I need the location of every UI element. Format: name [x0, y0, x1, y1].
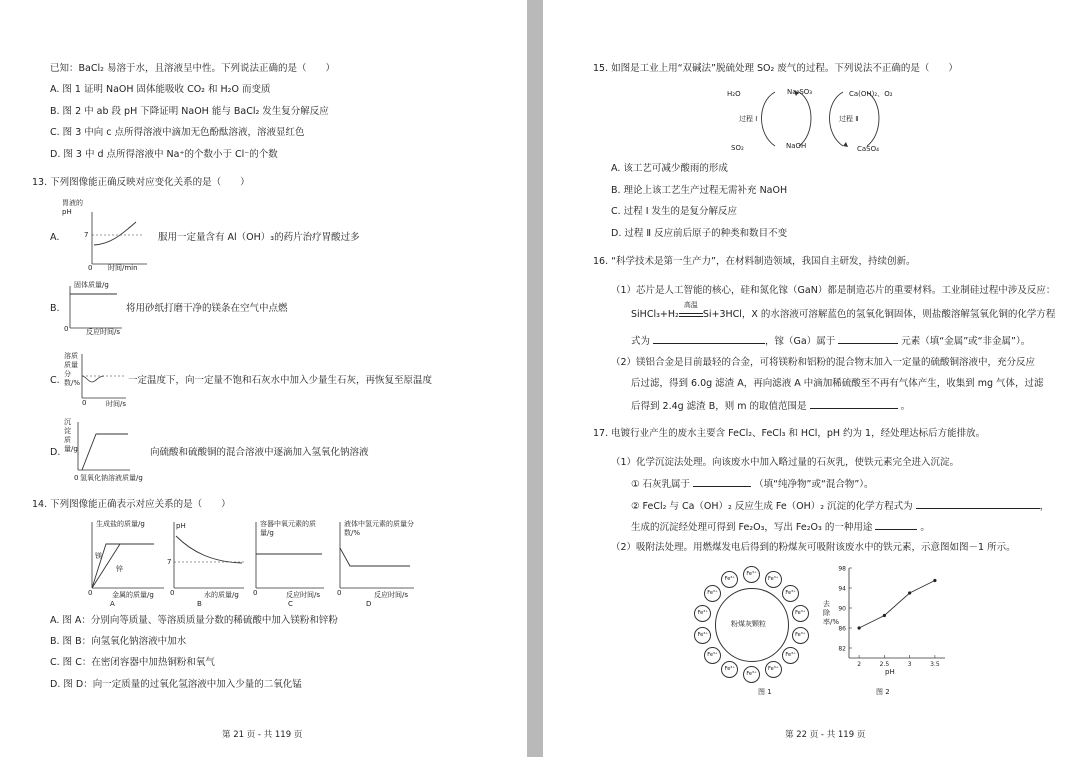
page-footer: 第 22 页 - 共 119 页	[785, 730, 866, 740]
q13-a-origin: 0	[88, 264, 93, 272]
q13-b-ylabel: 固体质量/g	[74, 281, 109, 289]
series-line	[859, 581, 935, 629]
q13-c-ylabel: 溶质质量分数/%	[64, 352, 81, 387]
fe3-ion: Fe³⁺	[782, 647, 799, 664]
q13-stem: 13. 下列图像能正确反映对应变化关系的是（ ）	[32, 177, 250, 188]
q16-eq-condition	[679, 301, 703, 317]
q16-element-blank[interactable]	[838, 334, 898, 344]
fig2-removal-rate-chart	[823, 562, 953, 682]
q13-c-origin: 0	[82, 399, 87, 407]
q14-b-tick: 7	[167, 558, 172, 566]
q16-line3-c: 元素（填“金属”或“非金属”）。	[901, 336, 1031, 347]
q17-p1: （1）化学沉淀法处理。向该废水中加入略过量的石灰乳，使铁元素完全进入沉淀。	[611, 457, 960, 468]
x-tick-label: 2.5	[879, 661, 890, 668]
page-footer: 第 21 页 - 共 119 页	[222, 730, 303, 740]
fe3-ion: Fe³⁺	[743, 666, 760, 683]
q17-equation-blank[interactable]	[916, 499, 1040, 509]
y-tick-label: 82	[838, 645, 846, 653]
q12-option-d: D. 图 3 中 d 点所得溶液中 Na⁺的个数小于 Cl⁻的个数	[50, 149, 278, 160]
q16-p2-line1: （2）镁铝合金是目前最轻的合金，可将镁粉和铝粉的混合物末加入一定量的硫酸铜溶液中，充分反应	[611, 357, 1036, 368]
intro-line: 已知：BaCl₂ 易溶于水，且溶液呈中性。下列说法正确的是（ ）	[50, 63, 335, 74]
q14-option-b: B. 图 B：向氢氧化钠溶液中加水	[50, 636, 187, 647]
q15-stem: 15. 如图是工业上用“双碱法”脱硫处理 SO₂ 废气的过程。下列说法不正确的是（ ）	[593, 63, 958, 74]
q16-p1-line2	[631, 301, 1056, 321]
q17-substance-blank[interactable]	[693, 477, 751, 487]
q15-caoh2: Ca(OH)₂、O₂	[849, 90, 893, 98]
q16-eq-rest: Si+3HCl，X 的水溶液可溶解蓝色的氢氧化铜固体，则盐酸溶解氢氧化铜的化学方程	[702, 309, 1056, 320]
q15-process2: 过程 Ⅱ	[839, 115, 859, 123]
page-21	[0, 0, 527, 757]
q13-d-letter: D.	[50, 447, 61, 458]
q16-stem: 16. “科学技术是第一生产力”，在材料制造领域，我国自主研发，持续创新。	[593, 256, 916, 267]
x-tick-label: 3.5	[930, 661, 940, 668]
q12-option-a: A. 图 1 证明 NaOH 固体能吸收 CO₂ 和 H₂O 而变质	[50, 84, 271, 95]
q14-a-xlabel: 金属的质量/g	[112, 591, 154, 599]
q15-h2o: H₂O	[727, 90, 741, 98]
q14-d-letter: D	[366, 600, 372, 608]
q17-sub1-a: ① 石灰乳属于	[631, 479, 691, 490]
q14-b-xlabel: 水的质量/g	[204, 591, 239, 599]
q14-option-d: D. 图 D：向一定质量的过氧化氢溶液中加入少量的二氧化锰	[50, 679, 302, 690]
data-point	[908, 591, 911, 594]
q15-naoh: NaOH	[786, 142, 807, 150]
q15-option-a: A. 该工艺可减少酸雨的形成	[611, 163, 728, 174]
q14-b-ylabel: pH	[176, 522, 186, 530]
q13-c-graph	[80, 352, 130, 404]
q15-option-d: D. 过程 Ⅱ 反应前后原子的种类和数目不变	[611, 228, 788, 239]
q14-a-line2: 锌	[116, 565, 123, 573]
q14-option-c: C. 图 C：在密闭容器中加热铜粉和氧气	[50, 657, 215, 668]
q13-b-origin: 0	[64, 325, 69, 333]
fig2-caption: 图 2	[876, 688, 890, 696]
q15-option-c: C. 过程 Ⅰ 发生的是复分解反应	[611, 206, 738, 217]
q13-a-xlabel: 时间/min	[108, 264, 138, 272]
q14-b-origin: 0	[170, 589, 175, 597]
q14-c-xlabel: 反应时间/s	[286, 591, 321, 599]
q17-sub3	[631, 520, 930, 534]
q15-so2: SO₂	[731, 144, 744, 152]
q13-d-text: 向硫酸和硫酸铜的混合溶液中逐滴加入氢氧化钠溶液	[150, 447, 369, 458]
fe3-ion: Fe³⁺	[792, 605, 809, 622]
q13-d-origin: 0	[74, 474, 79, 482]
q16-p1-line1: （1）芯片是人工智能的核心，硅和氮化镓（GaN）都是制造芯片的重要材料。工业制硅过程中涉及反应：	[611, 285, 1056, 296]
q13-b-xlabel: 反应时间/s	[86, 328, 121, 336]
fig1-adsorption-diagram	[693, 566, 813, 682]
fe3-ion: Fe³⁺	[782, 585, 799, 602]
q16-p2-line2: 后过滤，得到 6.0g 滤渣 A，再向滤液 A 中滴加稀硫酸至不再有气体产生，收集到 mg 气体，过滤	[631, 378, 1044, 389]
fig2-xlabel: pH	[885, 668, 895, 676]
q16-eq-sign	[679, 313, 703, 317]
q16-eq-left: SiHCl₃+H₂	[631, 309, 679, 320]
q15-caso4: CaSO₄	[857, 145, 879, 153]
fly-ash-label: 粉煤灰颗粒	[731, 620, 766, 628]
data-point	[858, 626, 861, 629]
fe3-ion: Fe³⁺	[743, 566, 760, 583]
q16-equation-blank[interactable]	[653, 334, 765, 344]
q17-use-blank[interactable]	[875, 520, 917, 530]
q16-p1-line3	[631, 334, 1030, 348]
fe3-ion: Fe³⁺	[721, 661, 738, 678]
q14-b-letter: B	[197, 600, 202, 608]
fig1-caption: 图 1	[758, 688, 772, 696]
y-tick-label: 98	[838, 565, 846, 573]
data-point	[883, 614, 886, 617]
q13-c-letter: C.	[50, 375, 60, 386]
q12-option-b: B. 图 2 中 ab 段 pH 下降证明 NaOH 能与 BaCl₂ 发生复分解反应	[50, 106, 329, 117]
q13-a-letter: A.	[50, 232, 60, 243]
q16-line3-b: ，镓（Ga）属于	[765, 336, 836, 347]
fe3-ion: Fe³⁺	[694, 627, 711, 644]
y-tick-label: 94	[838, 585, 846, 593]
q16-range-blank[interactable]	[810, 399, 898, 409]
fe3-ion: Fe³⁺	[704, 647, 721, 664]
q14-option-a: A. 图 A：分别向等质量、等溶质质量分数的稀硫酸中加入镁粉和锌粉	[50, 615, 338, 626]
q16-line3-a: 式为	[631, 336, 651, 347]
fe3-ion: Fe³⁺	[704, 585, 721, 602]
q14-a-origin: 0	[88, 589, 93, 597]
fe3-ion: Fe³⁺	[765, 571, 782, 588]
q13-a-text: 服用一定量含有 Al（OH）₃的药片治疗胃酸过多	[158, 232, 360, 243]
q17-sub2-b: ，	[1039, 501, 1050, 512]
q16-p2-line3	[631, 399, 910, 413]
q13-d-xlabel: 氢氧化钠溶液质量/g	[80, 474, 143, 482]
fe3-ion: Fe³⁺	[765, 661, 782, 678]
q14-d-ylabel: 液体中氢元素的质量分数/%	[344, 520, 414, 537]
q13-a-tick: 7	[84, 231, 89, 239]
q17-sub2	[631, 499, 1049, 513]
q14-a-line1: 镁	[95, 552, 102, 560]
x-tick-label: 3	[907, 661, 912, 668]
q12-option-c: C. 图 3 中向 c 点所得溶液中滴加无色酚酞溶液，溶液显红色	[50, 127, 305, 138]
q17-stem: 17. 电镀行业产生的废水主要含 FeCl₂、FeCl₃ 和 HCl，pH 约为 1，经处理达标后方能排放。	[593, 428, 986, 439]
q14-d-xlabel: 反应时间/s	[374, 591, 409, 599]
page-22	[543, 0, 1080, 757]
x-tick-label: 2	[857, 661, 862, 668]
q17-sub2-a: ② FeCl₂ 与 Ca（OH）₂ 反应生成 Fe（OH）₂ 沉淀的化学方程式为	[631, 501, 913, 512]
q14-a-letter: A	[110, 600, 115, 608]
q13-b-text: 将用砂纸打磨干净的镁条在空气中点燃	[126, 303, 288, 314]
q13-a-ylabel: 胃液的 pH	[62, 199, 83, 216]
q15-process1: 过程 Ⅰ	[739, 115, 758, 123]
q17-sub3-b: 。	[920, 522, 930, 533]
q13-c-text: 一定温度下，向一定量不饱和石灰水中加入少量生石灰，再恢复至原温度	[128, 375, 433, 386]
fe3-ion: Fe³⁺	[694, 605, 711, 622]
q16-p2-line3-a: 后得到 2.4g 滤渣 B，则 m 的取值范围是	[631, 401, 807, 412]
q14-d-origin: 0	[337, 589, 342, 597]
q13-b-letter: B.	[50, 303, 60, 314]
q14-c-ylabel: 容器中氧元素的质量/g	[260, 520, 316, 537]
q14-c-letter: C	[288, 600, 293, 608]
q13-d-graph	[74, 420, 134, 476]
q13-d-ylabel: 沉淀质量/g	[64, 418, 78, 453]
data-point	[933, 579, 936, 582]
q15-na2so3: Na₂SO₃	[787, 88, 813, 96]
q16-eq-cond-text: 高温	[683, 301, 698, 309]
fe3-ion: Fe³⁺	[721, 571, 738, 588]
q17-sub1	[631, 477, 874, 491]
q17-sub1-b: （填“纯净物”或“混合物”）。	[754, 479, 874, 490]
q14-a-ylabel: 生成盐的质量/g	[96, 520, 145, 528]
q14-c-origin: 0	[253, 589, 258, 597]
q17-sub3-a: 生成的沉淀经处理可得到 Fe₂O₃，写出 Fe₂O₃ 的一种用途	[631, 522, 873, 533]
q16-p2-line3-b: 。	[900, 401, 911, 412]
fe3-ion: Fe³⁺	[792, 627, 809, 644]
q17-p2: （2）吸附法处理。用燃煤发电后得到的粉煤灰可吸附该废水中的铁元素，示意图如图－1 所示。	[611, 542, 1016, 553]
q13-c-xlabel: 时间/s	[106, 400, 127, 408]
q14-stem: 14. 下列图像能正确表示对应关系的是（ ）	[32, 499, 231, 510]
y-tick-label: 90	[838, 605, 846, 613]
q15-option-b: B. 理论上该工艺生产过程无需补充 NaOH	[611, 185, 788, 196]
fig2-ylabel: 去除率/%	[823, 600, 840, 626]
y-tick-label: 86	[838, 625, 846, 633]
